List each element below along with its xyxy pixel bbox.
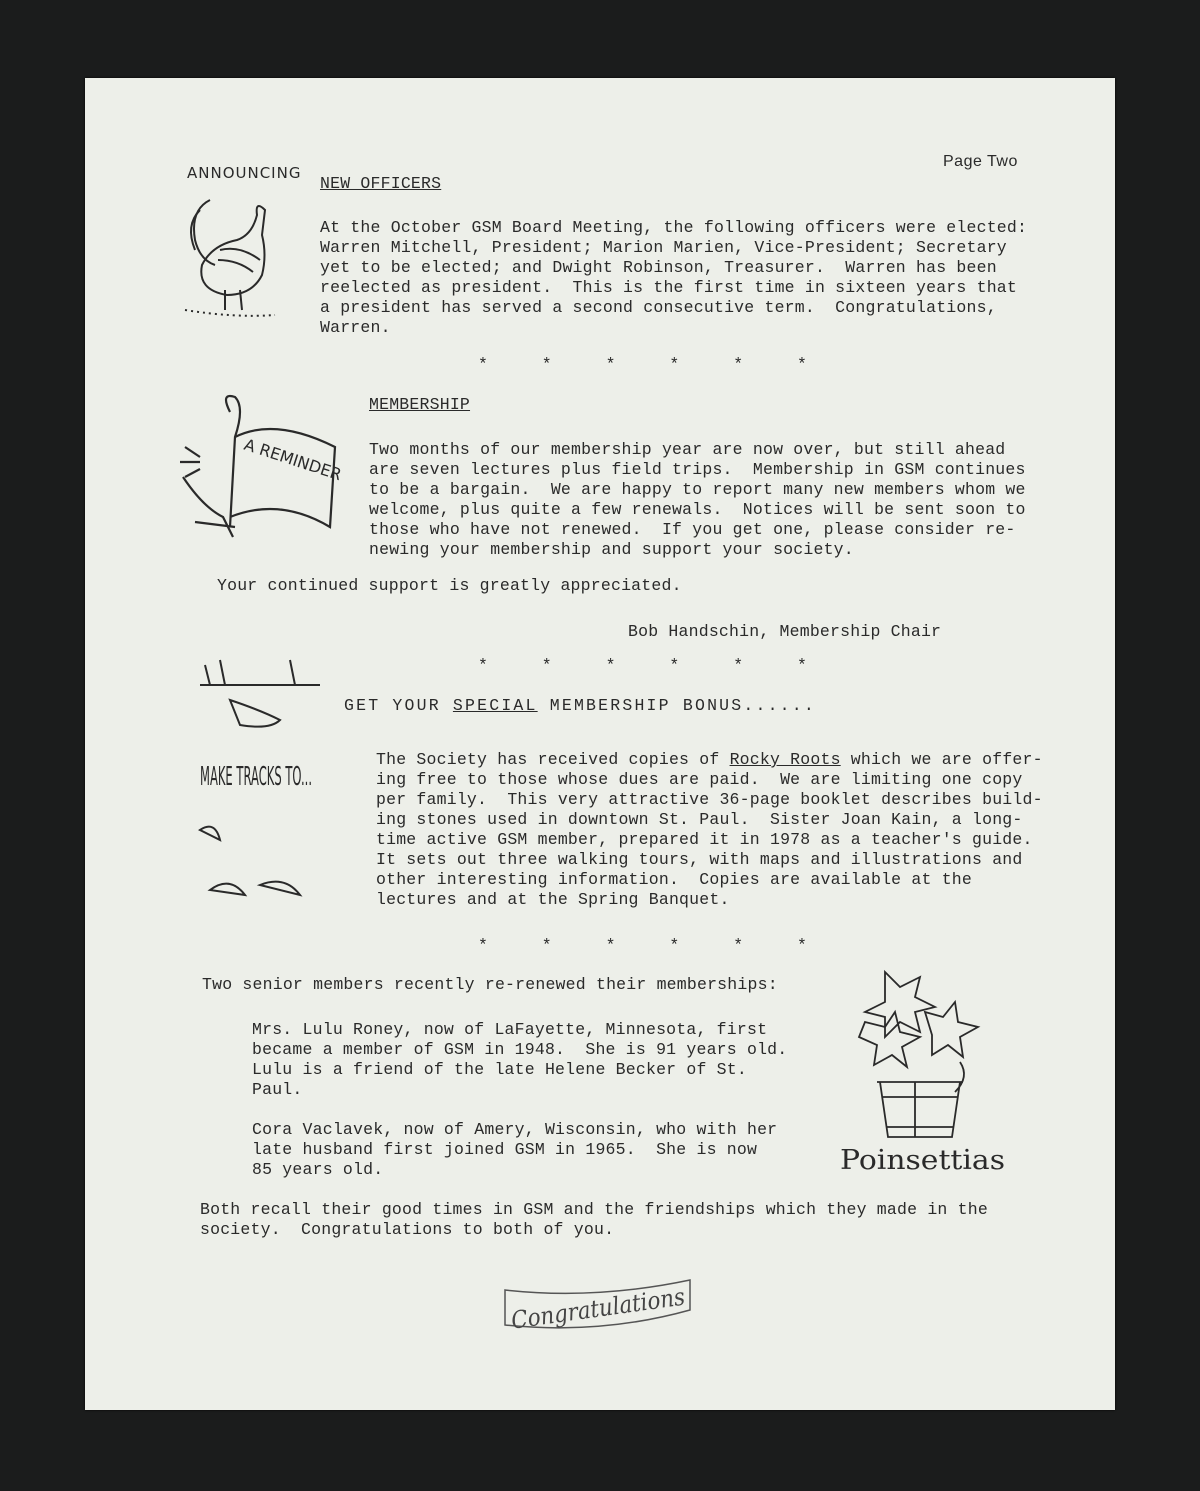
page-label: Page Two <box>943 153 1018 170</box>
reminder-hand-illustration <box>175 392 345 542</box>
text-line: lectures and at the Spring Banquet. <box>376 890 730 909</box>
bonus-heading-special: SPECIAL <box>452 696 538 715</box>
text-line: It sets out three walking tours, with maps and illustrations and <box>376 850 1023 869</box>
text-line: a president has served a second consecutive term. Congratulations, <box>320 298 997 317</box>
text-line: Two months of our membership year are now over, but still ahead <box>369 440 1006 459</box>
seniors-intro: Two senior members recently re-renewed their memberships: <box>202 975 778 994</box>
book-title: Rocky Roots <box>729 750 841 769</box>
membership-heading: MEMBERSHIP <box>369 395 471 414</box>
new-officers-heading: NEW OFFICERS <box>320 174 442 193</box>
text-line: Paul. <box>252 1080 303 1099</box>
rooster-illustration <box>180 190 285 325</box>
new-officers-paragraph <box>320 218 1027 338</box>
separator-stars: * * * * * * <box>478 936 829 955</box>
text-line: ing stones used in downtown St. Paul. Sister Joan Kain, a long- <box>376 810 1023 829</box>
text-line: Warren. <box>320 318 391 337</box>
text-line: Lulu is a friend of the late Helene Becker of St. <box>252 1060 747 1079</box>
congratulations-art-text: Congratulations <box>509 1279 708 1335</box>
cora-paragraph <box>252 1120 777 1180</box>
text-line: 85 years old. <box>252 1160 384 1179</box>
seniors-closing <box>200 1200 988 1240</box>
membership-paragraph <box>369 440 1026 560</box>
text-line: Both recall their good times in GSM and the friendships which they made in the <box>200 1200 988 1219</box>
membership-closing: Your continued support is greatly appreciated. <box>217 576 682 595</box>
bonus-heading-text: GET YOUR <box>344 696 453 715</box>
make-tracks-illustration <box>190 655 320 915</box>
text-line: per family. This very attractive 36-page booklet describes build- <box>376 790 1043 809</box>
text-line: yet to be elected; and Dwight Robinson, Treasurer. Warren has been <box>320 258 997 277</box>
text-line: other interesting information. Copies are available at the <box>376 870 972 889</box>
separator-stars: * * * * * * <box>478 656 829 675</box>
text-line: newing your membership and support your society. <box>369 540 854 559</box>
reminder-art-text: A REMINDER <box>241 434 344 485</box>
text-line: Mrs. Lulu Roney, now of LaFayette, Minnesota, first <box>252 1020 768 1039</box>
text-line: reelected as president. This is the first time in sixteen years that <box>320 278 1018 297</box>
text-line: welcome, plus quite a few renewals. Notices will be sent soon to <box>369 500 1026 519</box>
lulu-paragraph <box>252 1020 787 1100</box>
text-line: to be a bargain. We are happy to report many new members whom we <box>369 480 1026 499</box>
make-tracks-art-text: MAKE TRACKS TO... <box>200 762 312 792</box>
bonus-paragraph <box>376 750 1043 910</box>
text-line: Cora Vaclavek, now of Amery, Wisconsin, who with her <box>252 1120 778 1139</box>
text-line: society. Congratulations to both of you. <box>200 1220 615 1239</box>
text-line: Warren Mitchell, President; Marion Marien, Vice-President; Secretary <box>320 238 1007 257</box>
congratulations-banner-illustration <box>500 1275 708 1335</box>
membership-signature: Bob Handschin, Membership Chair <box>628 622 942 641</box>
text-line: are seven lectures plus field trips. Membership in GSM continues <box>369 460 1026 479</box>
bonus-heading <box>344 696 816 716</box>
text-line: became a member of GSM in 1948. She is 91 years old. <box>252 1040 788 1059</box>
text-line: time active GSM member, prepared it in 1978 as a teacher's guide. <box>376 830 1033 849</box>
text-span: The Society has received copies of <box>376 750 730 769</box>
poinsettias-illustration <box>835 962 1010 1177</box>
text-span: which we are offer- <box>840 750 1043 769</box>
text-line: late husband first joined GSM in 1965. She is now <box>252 1140 758 1159</box>
text-line: At the October GSM Board Meeting, the following officers were elected: <box>320 218 1028 237</box>
text-line <box>376 750 1043 770</box>
bonus-heading-text: MEMBERSHIP BONUS...... <box>537 696 816 715</box>
announcing-art-text: ANNOUNCING <box>187 164 302 182</box>
poinsettias-art-text: Poinsettias <box>840 1145 1005 1176</box>
separator-stars: * * * * * * <box>478 355 829 374</box>
text-line: those who have not renewed. If you get one, please consider re- <box>369 520 1016 539</box>
text-line: ing free to those whose dues are paid. We are limiting one copy <box>376 770 1023 789</box>
